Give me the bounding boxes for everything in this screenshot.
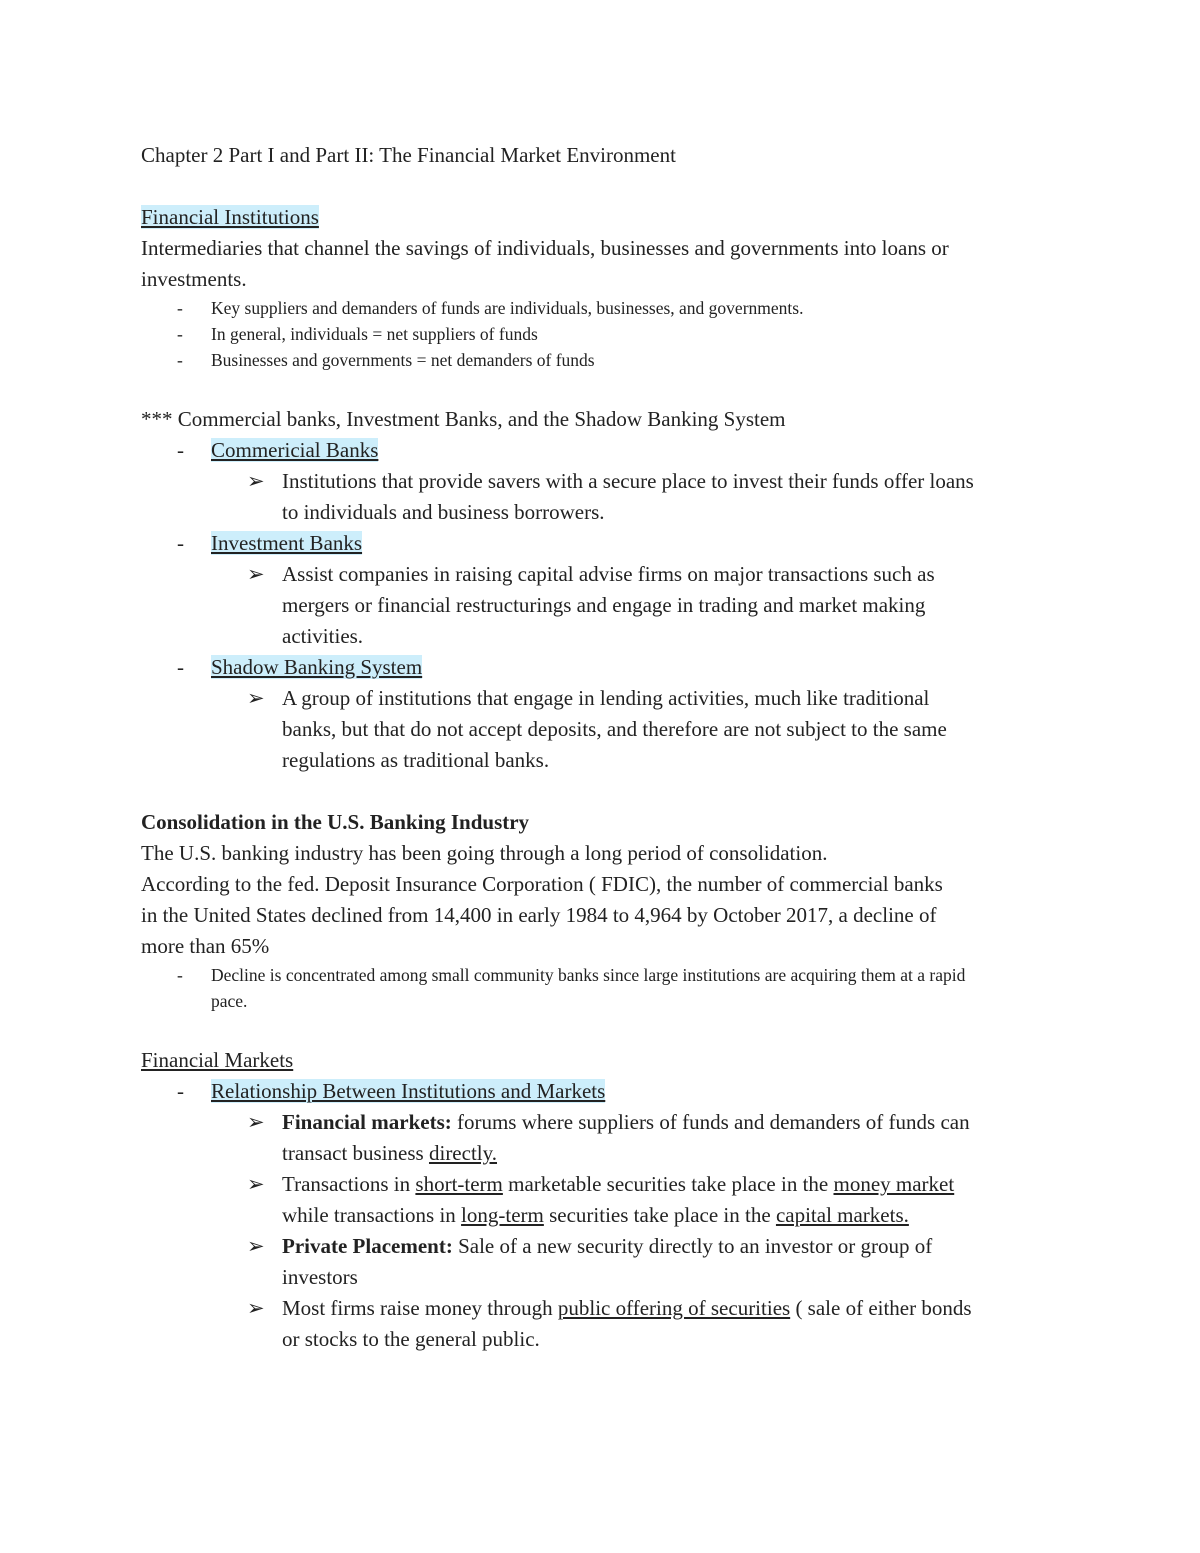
arrow-bullet: ➢ Private Placement: Sale of a new security directly to an investor or group of	[141, 1231, 1066, 1262]
arrow-bullet-cont: banks, but that do not accept deposits, and therefore are not subject to the same	[282, 717, 947, 741]
paragraph-line: According to the fed. Deposit Insurance Corporation ( FDIC), the number of commercial banks	[141, 872, 943, 896]
heading-financial-institutions: Financial Institutions	[141, 205, 319, 229]
arrow-bullet-cont: activities.	[282, 624, 364, 648]
arrow-bullet-cont: regulations as traditional banks.	[282, 748, 550, 772]
arrow-bullet: ➢ A group of institutions that engage in lending activities, much like traditional	[141, 683, 1066, 714]
paragraph-line: more than 65%	[141, 934, 270, 958]
list-item: - In general, individuals = net suppliers of funds	[177, 324, 538, 344]
arrow-bullet: ➢ Institutions that provide savers with a secure place to invest their funds offer loans	[141, 466, 1066, 497]
arrow-bullet-cont: investors	[282, 1265, 358, 1289]
arrow-icon: ➢	[247, 1234, 265, 1258]
list-item-investment-banks: - Investment Banks	[177, 531, 363, 555]
arrow-bullet: ➢ Most firms raise money through public offering of securities ( sale of either bonds	[141, 1293, 1066, 1324]
list-item: - Key suppliers and demanders of funds are individuals, businesses, and governments.	[177, 298, 804, 318]
list-item-shadow-banking: - Shadow Banking System	[177, 655, 423, 679]
list-item-commercial-banks: - Commericial Banks	[177, 438, 379, 462]
intro-line: Intermediaries that channel the savings of individuals, businesses and governments into loans or	[141, 236, 949, 260]
paragraph-line: The U.S. banking industry has been going through a long period of consolidation.	[141, 841, 828, 865]
arrow-icon: ➢	[247, 1172, 265, 1196]
arrow-bullet-cont: to individuals and business borrowers.	[282, 500, 605, 524]
heading-banks: *** Commercial banks, Investment Banks, and the Shadow Banking System	[141, 407, 786, 431]
list-item-relationship: - Relationship Between Institutions and Markets	[177, 1079, 606, 1103]
list-item: - Decline is concentrated among small community banks since large institutions are acquiring them at a rapid	[177, 965, 966, 985]
arrow-bullet-cont: mergers or financial restructurings and engage in trading and market making	[282, 593, 926, 617]
arrow-icon: ➢	[247, 1296, 265, 1320]
arrow-icon: ➢	[247, 469, 265, 493]
arrow-icon: ➢	[247, 562, 265, 586]
arrow-icon: ➢	[247, 1110, 265, 1134]
document-body	[141, 140, 1066, 1355]
paragraph-line: in the United States declined from 14,400 in early 1984 to 4,964 by October 2017, a decline of	[141, 903, 937, 927]
list-item: - Businesses and governments = net demanders of funds	[177, 350, 595, 370]
document-title: Chapter 2 Part I and Part II: The Financial Market Environment	[141, 143, 676, 167]
list-item-cont: pace.	[211, 991, 248, 1011]
arrow-bullet: ➢ Assist companies in raising capital advise firms on major transactions such as	[141, 559, 1066, 590]
arrow-icon: ➢	[247, 686, 265, 710]
arrow-bullet-cont: or stocks to the general public.	[282, 1327, 540, 1351]
arrow-bullet-cont: while transactions in long-term securities take place in the capital markets.	[282, 1203, 909, 1227]
heading-financial-markets: Financial Markets	[141, 1048, 294, 1072]
arrow-bullet: ➢ Transactions in short-term marketable securities take place in the money market	[141, 1169, 1066, 1200]
arrow-bullet: ➢ Financial markets: forums where suppliers of funds and demanders of funds can	[141, 1107, 1066, 1138]
arrow-bullet-cont: transact business directly.	[282, 1141, 498, 1165]
heading-consolidation: Consolidation in the U.S. Banking Industry	[141, 810, 530, 834]
intro-line: investments.	[141, 267, 247, 291]
